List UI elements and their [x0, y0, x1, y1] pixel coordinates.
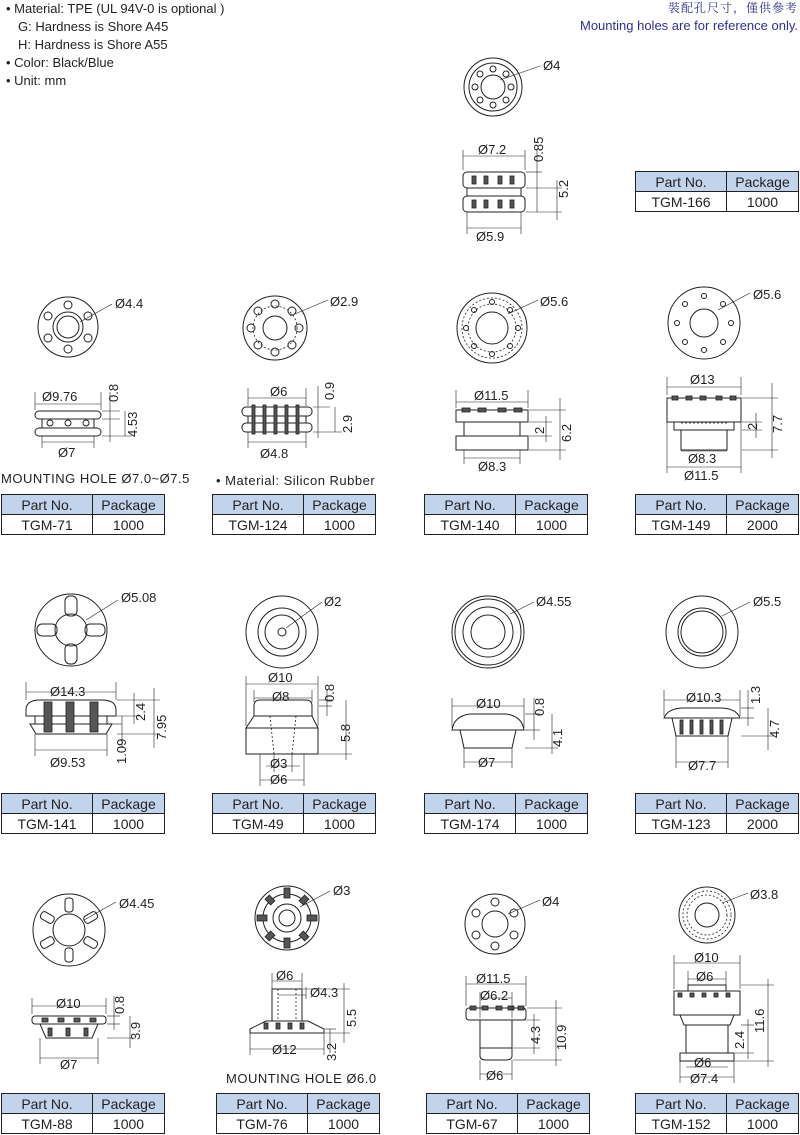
package-header: Package — [93, 794, 165, 814]
part-no-header: Part No. — [636, 794, 727, 814]
tgm-174-table — [424, 793, 588, 834]
package-cell: 1000 — [308, 1114, 380, 1134]
tgm-124-drawing — [230, 290, 400, 470]
tgm-141-drawing — [10, 588, 190, 778]
tgm-141-table — [1, 793, 165, 834]
package-header: Package — [93, 1094, 165, 1114]
tgm-124-table — [212, 494, 376, 535]
tgm-166-table — [635, 171, 799, 212]
tgm-88-dim-c: 3.9 — [128, 1021, 143, 1040]
tgm-152-dim-c: 11.6 — [752, 1008, 767, 1033]
package-header: Package — [304, 794, 376, 814]
tgm-67-dim-d: Ø6 — [486, 1068, 504, 1083]
tgm-152-dim-a: Ø10 — [694, 950, 719, 965]
part-no-cell: TGM-71 — [2, 515, 93, 535]
tgm-149-dim-b: 2 — [745, 422, 760, 430]
tgm-140-dim-a: Ø11.5 — [474, 388, 509, 403]
package-header: Package — [727, 495, 799, 515]
tgm-152-table — [635, 1093, 799, 1134]
tgm-67-dim-c: 10.9 — [554, 1024, 569, 1050]
tgm-67-dim-a2: Ø6.2 — [480, 988, 509, 1003]
tgm-67-dim-a: Ø11.5 — [476, 971, 511, 986]
tgm-166-dim-c: 5.2 — [556, 179, 571, 198]
note-hardness-g: G: Hardness is Shore A45 — [18, 19, 169, 34]
tgm-71-dim-b: 0.8 — [106, 383, 121, 402]
tgm-123-dim-hole: Ø5.5 — [753, 594, 782, 609]
tgm-140-dim-d: Ø8.3 — [478, 459, 507, 474]
part-no-cell: TGM-174 — [425, 814, 516, 834]
tgm-71-table — [1, 494, 165, 535]
part-no-header: Part No. — [2, 1094, 93, 1114]
tgm-71-dim-c: 4.53 — [125, 411, 140, 437]
tgm-67-dim-hole: Ø4 — [542, 894, 560, 909]
tgm-67-drawing — [440, 888, 600, 1088]
package-cell: 1000 — [516, 515, 588, 535]
tgm-49-dim-d: Ø3 — [270, 756, 288, 771]
tgm-174-dim-a: Ø10 — [476, 696, 501, 711]
tgm-152-dim-b: 2.4 — [732, 1030, 747, 1049]
tgm-49-dim-c: 5.8 — [338, 723, 353, 742]
part-no-cell: TGM-140 — [425, 515, 516, 535]
tgm-174-drawing — [440, 590, 600, 780]
part-no-header: Part No. — [427, 1094, 518, 1114]
tgm-141-dim-c: 7.95 — [154, 714, 169, 740]
tgm-166-dim-d: Ø5.9 — [476, 229, 505, 244]
tgm-152-dim-e: Ø7.4 — [690, 1071, 719, 1086]
tgm-149-dim-c: 7.7 — [770, 414, 785, 433]
tgm-124-dim-hole: Ø2.9 — [330, 294, 359, 309]
part-no-cell: TGM-67 — [427, 1114, 518, 1134]
part-no-cell: TGM-141 — [2, 814, 93, 834]
tgm-141-dim-hole: Ø5.08 — [121, 590, 157, 605]
tgm-141-dim-b: 2.4 — [133, 702, 148, 721]
tgm-149-dim-hole: Ø5.6 — [753, 287, 782, 302]
tgm-152-dim-d: Ø6 — [694, 1055, 712, 1070]
tgm-88-dim-b: 0.8 — [112, 995, 127, 1014]
tgm-141-dim-e: 1.09 — [114, 738, 129, 764]
tgm-71-caption: MOUNTING HOLE Ø7.0~Ø7.5 — [1, 471, 190, 486]
tgm-149-drawing — [650, 283, 800, 483]
part-no-cell: TGM-152 — [636, 1114, 727, 1134]
package-header: Package — [727, 1094, 799, 1114]
tgm-88-table — [1, 1093, 165, 1134]
tgm-124-dim-b: 0.9 — [322, 381, 337, 400]
tgm-76-drawing — [230, 883, 390, 1068]
tgm-166-dim-hole: Ø4 — [543, 58, 561, 73]
part-no-header: Part No. — [636, 1094, 727, 1114]
tgm-124-caption: • Material: Silicon Rubber — [216, 473, 376, 488]
package-header: Package — [727, 794, 799, 814]
tgm-140-table — [424, 494, 588, 535]
tgm-88-dim-hole: Ø4.45 — [119, 896, 155, 911]
tgm-174-dim-c: 4.1 — [550, 728, 565, 747]
tgm-123-drawing — [650, 590, 800, 780]
tgm-76-dim-b: 5.5 — [344, 1008, 359, 1027]
tgm-67-dim-b: 4.3 — [528, 1025, 543, 1044]
tgm-88-drawing — [10, 888, 180, 1078]
tgm-124-dim-c: 2.9 — [340, 414, 355, 433]
package-header: Package — [518, 1094, 590, 1114]
part-no-header: Part No. — [636, 495, 727, 515]
tgm-88-dim-a: Ø10 — [56, 996, 81, 1011]
part-no-cell: TGM-166 — [636, 192, 727, 212]
tgm-141-dim-a: Ø14.3 — [50, 684, 86, 699]
tgm-124-dim-d: Ø4.8 — [260, 446, 289, 461]
tgm-71-drawing — [20, 292, 190, 467]
part-no-cell: TGM-124 — [213, 515, 304, 535]
package-header: Package — [308, 1094, 380, 1114]
package-cell: 1000 — [93, 814, 165, 834]
package-header: Package — [516, 794, 588, 814]
package-cell: 1000 — [93, 1114, 165, 1134]
tgm-67-table — [426, 1093, 590, 1134]
tgm-174-dim-b: 0.8 — [532, 697, 547, 716]
package-cell: 1000 — [727, 192, 799, 212]
part-no-cell: TGM-149 — [636, 515, 727, 535]
tgm-152-dim-a2: Ø6 — [696, 969, 714, 984]
reference-note — [580, 0, 798, 34]
package-cell: 1000 — [304, 515, 376, 535]
tgm-174-dim-hole: Ø4.55 — [536, 594, 572, 609]
tgm-49-dim-hole: Ø2 — [324, 594, 342, 609]
tgm-149-table — [635, 494, 799, 535]
tgm-166-drawing — [440, 50, 600, 244]
part-no-header: Part No. — [636, 172, 727, 192]
package-cell: 1000 — [727, 1114, 799, 1134]
tgm-124-dim-a: Ø6 — [270, 384, 288, 399]
part-no-cell: TGM-88 — [2, 1114, 93, 1134]
note-color: • Color: Black/Blue — [6, 55, 114, 70]
tgm-123-dim-c: 4.7 — [767, 719, 782, 738]
part-no-header: Part No. — [2, 495, 93, 515]
general-notes — [6, 0, 224, 90]
tgm-76-dim-hole: Ø3 — [333, 883, 351, 898]
tgm-149-dim-d: Ø8.3 — [688, 451, 717, 466]
note-hardness-h: H: Hardness is Shore A55 — [18, 37, 168, 52]
part-no-cell: TGM-123 — [636, 814, 727, 834]
tgm-71-dim-hole: Ø4.4 — [115, 296, 144, 311]
package-cell: 2000 — [727, 814, 799, 834]
tgm-76-dim-c: 3.2 — [324, 1042, 339, 1061]
package-header: Package — [93, 495, 165, 515]
tgm-49-table — [212, 793, 376, 834]
tgm-123-dim-b: 1.3 — [748, 685, 763, 704]
part-no-header: Part No. — [425, 794, 516, 814]
tgm-149-dim-e: Ø11.5 — [684, 468, 719, 483]
tgm-149-dim-a: Ø13 — [690, 372, 715, 387]
part-no-cell: TGM-76 — [217, 1114, 308, 1134]
tgm-76-dim-a: Ø6 — [276, 968, 294, 983]
part-no-header: Part No. — [425, 495, 516, 515]
tgm-140-drawing — [440, 290, 610, 475]
tgm-123-table — [635, 793, 799, 834]
package-cell: 1000 — [518, 1114, 590, 1134]
tgm-140-dim-b: 2 — [532, 426, 547, 434]
note-unit: • Unit: mm — [6, 73, 67, 88]
tgm-76-dim-a2: Ø4.3 — [310, 985, 339, 1000]
tgm-166-dim-b: 0.85 — [531, 136, 546, 162]
tgm-76-caption: MOUNTING HOLE Ø6.0 — [226, 1071, 377, 1086]
tgm-123-dim-a: Ø10.3 — [686, 690, 722, 705]
tgm-141-dim-d: Ø9.53 — [50, 755, 86, 770]
package-header: Package — [727, 172, 799, 192]
tgm-76-table — [216, 1093, 380, 1134]
tgm-174-dim-d: Ø7 — [478, 755, 496, 770]
tgm-49-dim-e: Ø6 — [270, 772, 288, 787]
tgm-166-dim-a: Ø7.2 — [478, 142, 507, 157]
part-no-header: Part No. — [213, 495, 304, 515]
tgm-49-dim-b: 0.8 — [322, 683, 337, 702]
note-material: • Material: TPE (UL 94V-0 is optional ) — [6, 1, 225, 16]
tgm-49-drawing — [230, 590, 390, 790]
tgm-152-drawing — [650, 883, 800, 1088]
reference-note-zh: 裝配孔尺寸，僅供參考 — [667, 1, 798, 15]
tgm-71-dim-a: Ø9.76 — [42, 389, 78, 404]
part-no-cell: TGM-49 — [213, 814, 304, 834]
tgm-49-dim-a2: Ø8 — [272, 689, 290, 704]
tgm-71-dim-d: Ø7 — [58, 445, 76, 460]
part-no-header: Part No. — [213, 794, 304, 814]
tgm-123-dim-d: Ø7.7 — [688, 758, 717, 773]
part-no-header: Part No. — [2, 794, 93, 814]
package-cell: 1000 — [516, 814, 588, 834]
tgm-140-dim-hole: Ø5.6 — [540, 294, 569, 309]
tgm-88-dim-d: Ø7 — [60, 1057, 78, 1072]
package-cell: 1000 — [304, 814, 376, 834]
package-cell: 2000 — [727, 515, 799, 535]
tgm-76-dim-d: Ø12 — [272, 1042, 297, 1057]
reference-note-en: Mounting holes are for reference only. — [580, 18, 798, 33]
package-cell: 1000 — [93, 515, 165, 535]
part-no-header: Part No. — [217, 1094, 308, 1114]
tgm-140-dim-c: 6.2 — [559, 423, 574, 442]
package-header: Package — [516, 495, 588, 515]
tgm-49-dim-a: Ø10 — [268, 670, 293, 685]
package-header: Package — [304, 495, 376, 515]
tgm-152-dim-hole: Ø3.8 — [750, 887, 779, 902]
